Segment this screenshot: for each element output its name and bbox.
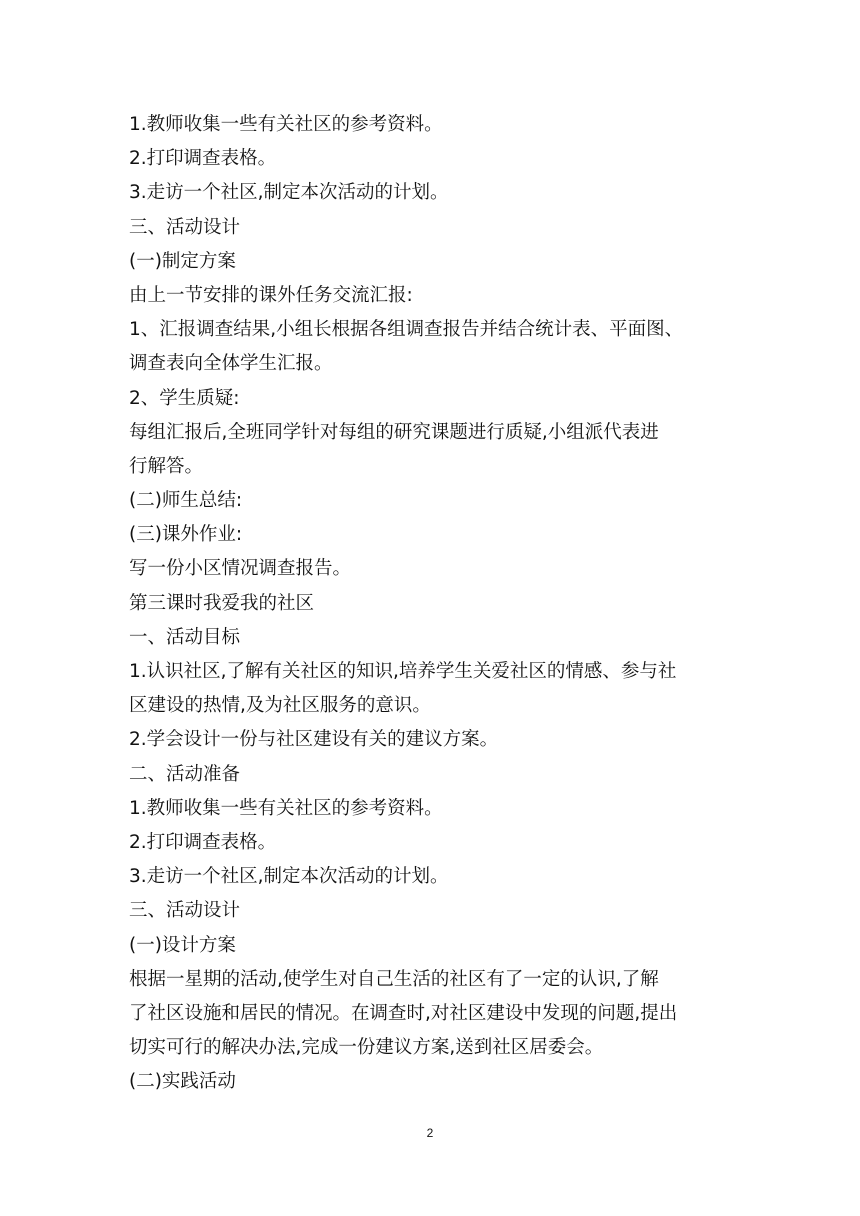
text-line: 1.教师收集一些有关社区的参考资料。 xyxy=(129,797,443,819)
lesson-title: 第三课时我爱我的社区 xyxy=(129,592,315,614)
section-heading: 一、活动目标 xyxy=(129,626,241,648)
text-line: 写一份小区情况调查报告。 xyxy=(129,558,352,580)
text-line: 根据一星期的活动,使学生对自己生活的社区有了一定的认识,了解 xyxy=(129,968,659,990)
text-line: 1、汇报调查结果,小组长根据各组调查报告并结合统计表、平面图、 xyxy=(129,319,684,341)
subsection-heading: (一)设计方案 xyxy=(129,934,236,956)
page-number: 2 xyxy=(426,1126,434,1140)
text-line: 1.教师收集一些有关社区的参考资料。 xyxy=(129,114,443,135)
section-heading: 三、活动设计 xyxy=(129,900,241,922)
subsection-heading: (三)课外作业: xyxy=(129,524,243,546)
document-body xyxy=(129,108,737,1099)
subsection-heading: (二)实践活动 xyxy=(129,1071,236,1093)
subsection-heading: (二)师生总结: xyxy=(129,490,243,512)
text-line: 调查表向全体学生汇报。 xyxy=(129,353,333,375)
text-line: 切实可行的解决办法,完成一份建议方案,送到社区居委会。 xyxy=(129,1037,604,1059)
text-line: 每组汇报后,全班同学针对每组的研究课题进行质疑,小组派代表进 xyxy=(129,421,659,443)
text-line: 2.打印调查表格。 xyxy=(129,831,277,853)
text-line: 3.走访一个社区,制定本次活动的计划。 xyxy=(129,866,449,888)
text-line: 1.认识社区,了解有关社区的知识,培养学生关爱社区的情感、参与社 xyxy=(129,661,677,682)
text-line: 了社区设施和居民的情况。在调查时,对社区建设中发现的问题,提出 xyxy=(129,1002,678,1024)
text-line: 3.走访一个社区,制定本次活动的计划。 xyxy=(129,182,449,204)
section-heading: 三、活动设计 xyxy=(129,216,241,238)
text-line: 区建设的热情,及为社区服务的意识。 xyxy=(129,695,431,717)
subsection-heading: (一)制定方案 xyxy=(129,250,236,272)
text-line: 行解答。 xyxy=(129,455,204,477)
text-line: 2.学会设计一份与社区建设有关的建议方案。 xyxy=(129,729,499,751)
text-line: 2、学生质疑: xyxy=(129,387,240,409)
text-line: 2.打印调查表格。 xyxy=(129,148,277,170)
text-line: 由上一节安排的课外任务交流汇报: xyxy=(129,284,413,306)
section-heading: 二、活动准备 xyxy=(129,763,241,785)
